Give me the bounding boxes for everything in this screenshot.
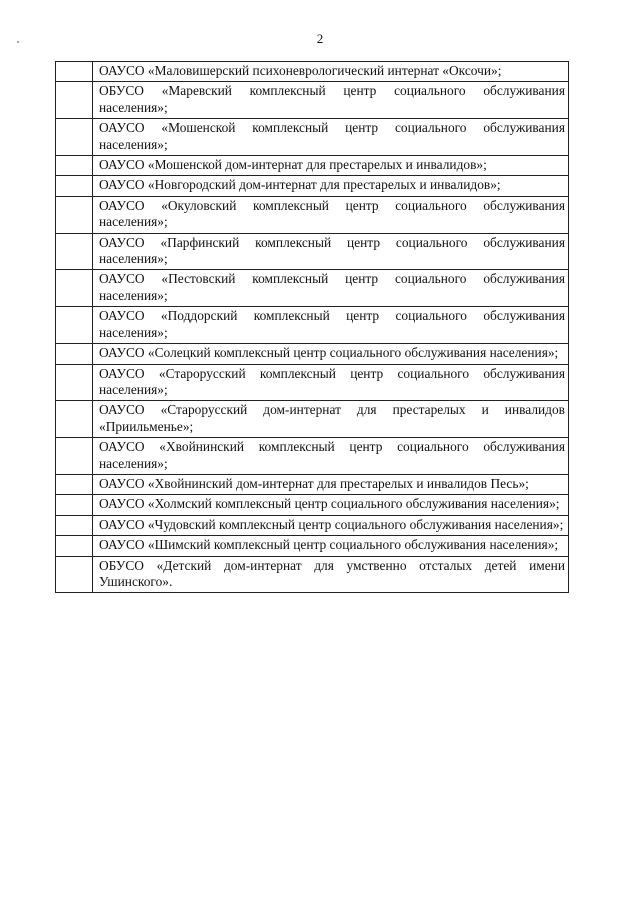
row-number-cell xyxy=(56,438,93,475)
row-number-cell xyxy=(56,401,93,438)
table-row xyxy=(56,176,569,196)
row-number-cell xyxy=(56,233,93,270)
table-row xyxy=(56,62,569,82)
row-number-cell xyxy=(56,495,93,515)
row-number-cell xyxy=(56,364,93,401)
table-row xyxy=(56,474,569,494)
organization-name: ОАУСО «Шимский комплексный центр социального обслуживания населения»; xyxy=(93,536,569,556)
row-number-cell xyxy=(56,474,93,494)
table-row xyxy=(56,344,569,364)
row-number-cell xyxy=(56,176,93,196)
organization-name: ОАУСО «Хвойнинский дом-интернат для престарелых и инвалидов Песь»; xyxy=(93,474,569,494)
organization-name: ОАУСО «Хвойнинский комплексный центр социального обслуживания населения»; xyxy=(93,438,569,475)
scan-speck xyxy=(17,41,19,43)
row-number-cell xyxy=(56,515,93,535)
table-row xyxy=(56,536,569,556)
table-row xyxy=(56,307,569,344)
table-row xyxy=(56,556,569,593)
organization-name: ОАУСО «Новгородский дом-интернат для престарелых и инвалидов»; xyxy=(93,176,569,196)
row-number-cell xyxy=(56,119,93,156)
organization-name: ОАУСО «Окуловский комплексный центр социального обслуживания населения»; xyxy=(93,196,569,233)
organization-name: ОАУСО «Мошенской комплексный центр социального обслуживания населения»; xyxy=(93,119,569,156)
row-number-cell xyxy=(56,536,93,556)
table-row xyxy=(56,495,569,515)
organization-name: ОАУСО «Солецкий комплексный центр социального обслуживания населения»; xyxy=(93,344,569,364)
table-row xyxy=(56,82,569,119)
table-row xyxy=(56,364,569,401)
organization-name: ОБУСО «Маревский комплексный центр социального обслуживания населения»; xyxy=(93,82,569,119)
organizations-table xyxy=(55,61,569,593)
organization-name: ОАУСО «Маловишерский психоневрологический интернат «Оксочи»; xyxy=(93,62,569,82)
table-row xyxy=(56,156,569,176)
organization-name: ОАУСО «Старорусский комплексный центр социального обслуживания населения»; xyxy=(93,364,569,401)
table-row xyxy=(56,401,569,438)
organization-name: ОАУСО «Холмский комплексный центр социального обслуживания населения»; xyxy=(93,495,569,515)
table-row xyxy=(56,438,569,475)
organization-name: ОАУСО «Старорусский дом-интернат для престарелых и инвалидов «Приильменье»; xyxy=(93,401,569,438)
table-row xyxy=(56,119,569,156)
table-row xyxy=(56,233,569,270)
organization-name: ОБУСО «Детский дом-интернат для умственно отсталых детей имени Ушинского». xyxy=(93,556,569,593)
row-number-cell xyxy=(56,556,93,593)
organization-name: ОАУСО «Чудовский комплексный центр социального обслуживания населения»; xyxy=(93,515,569,535)
organization-name: ОАУСО «Мошенской дом-интернат для престарелых и инвалидов»; xyxy=(93,156,569,176)
row-number-cell xyxy=(56,270,93,307)
row-number-cell xyxy=(56,196,93,233)
row-number-cell xyxy=(56,344,93,364)
row-number-cell xyxy=(56,156,93,176)
organization-name: ОАУСО «Парфинский комплексный центр социального обслуживания населения»; xyxy=(93,233,569,270)
table-row xyxy=(56,270,569,307)
row-number-cell xyxy=(56,62,93,82)
table-row xyxy=(56,515,569,535)
page-number: 2 xyxy=(316,31,324,46)
row-number-cell xyxy=(56,307,93,344)
row-number-cell xyxy=(56,82,93,119)
table-row xyxy=(56,196,569,233)
organization-name: ОАУСО «Пестовский комплексный центр социального обслуживания населения»; xyxy=(93,270,569,307)
organization-name: ОАУСО «Поддорский комплексный центр социального обслуживания населения»; xyxy=(93,307,569,344)
organizations-table-body xyxy=(56,62,569,593)
